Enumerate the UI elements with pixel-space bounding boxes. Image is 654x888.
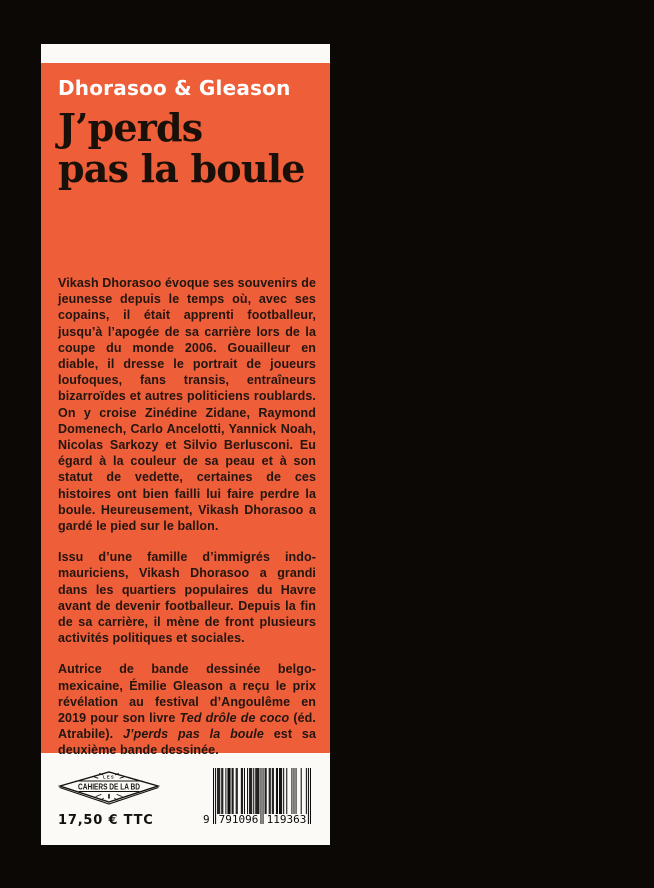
book-title	[58, 107, 316, 189]
logo-name: CAHIERS DE LA BD	[78, 781, 140, 792]
cited-title: Ted drôle de coco	[179, 711, 290, 726]
author-bio-paragraph: Issu d’une famille d’immigrés indo-mauriciens, Vikash Dhorasoo a grandi dans les quartiers populaires du Havre avant de devenir footballeur. Depuis la fin de sa carrière, il mène de front plusieurs activités politiques et sociales.	[58, 550, 316, 646]
text-run: (éd. Atrabile).	[58, 711, 316, 742]
barcode-left-group: 791096	[218, 813, 259, 826]
text-run: Autrice de bande dessinée belgo-mexicaine, Émilie Gleason a reçu le prix révélation au festival d’Angoulême en 2019 pour son livre	[58, 662, 316, 726]
synopsis-paragraph: Vikash Dhorasoo évoque ses souvenirs de jeunesse depuis le temps où, avec ses copains, il était apprenti footballeur, jusqu’à l’apogée de sa carrière lors de la coupe du monde 2006. Gouailleur en diable, il dresse le portrait de joueurs loufoques, fans transis, entraîneurs bizarroïdes et autres politiciens roublards. On y croise Zinédine Zidane, Raymond Domenech, Carlo Ancelotti, Yannick Noah, Nicolas Sarkozy et Silvio Berlusconi. Eu égard à la couleur de sa peau et à son statut de vedette, certaines de ces histoires ont bien failli lui faire perdre la boule. Heureusement, Vikash Dhorasoo a gardé le pied sur le ballon.	[58, 276, 316, 534]
back-cover-text	[58, 275, 316, 759]
title-line-1: J’perds	[58, 105, 203, 150]
title-line-2: pas la boule	[58, 146, 305, 191]
orange-panel	[41, 63, 330, 758]
price-label: 17,50 € TTC	[58, 813, 154, 828]
text-run: est sa deuxième bande dessinée.	[58, 727, 317, 758]
book-back-cover	[41, 44, 330, 845]
barcode-first-digit: 9	[203, 813, 210, 826]
barcode-right-group: 119363	[266, 813, 307, 826]
author-line: Dhorasoo & Gleason	[58, 76, 291, 100]
illustrator-bio-paragraph	[58, 661, 316, 758]
cited-title: J’perds pas la boule	[123, 727, 264, 742]
cahiers-de-la-bd-diamond-icon	[58, 770, 160, 809]
publisher-logo	[58, 770, 160, 809]
ean-barcode	[203, 768, 315, 830]
logo-top-word: LES	[103, 774, 115, 780]
